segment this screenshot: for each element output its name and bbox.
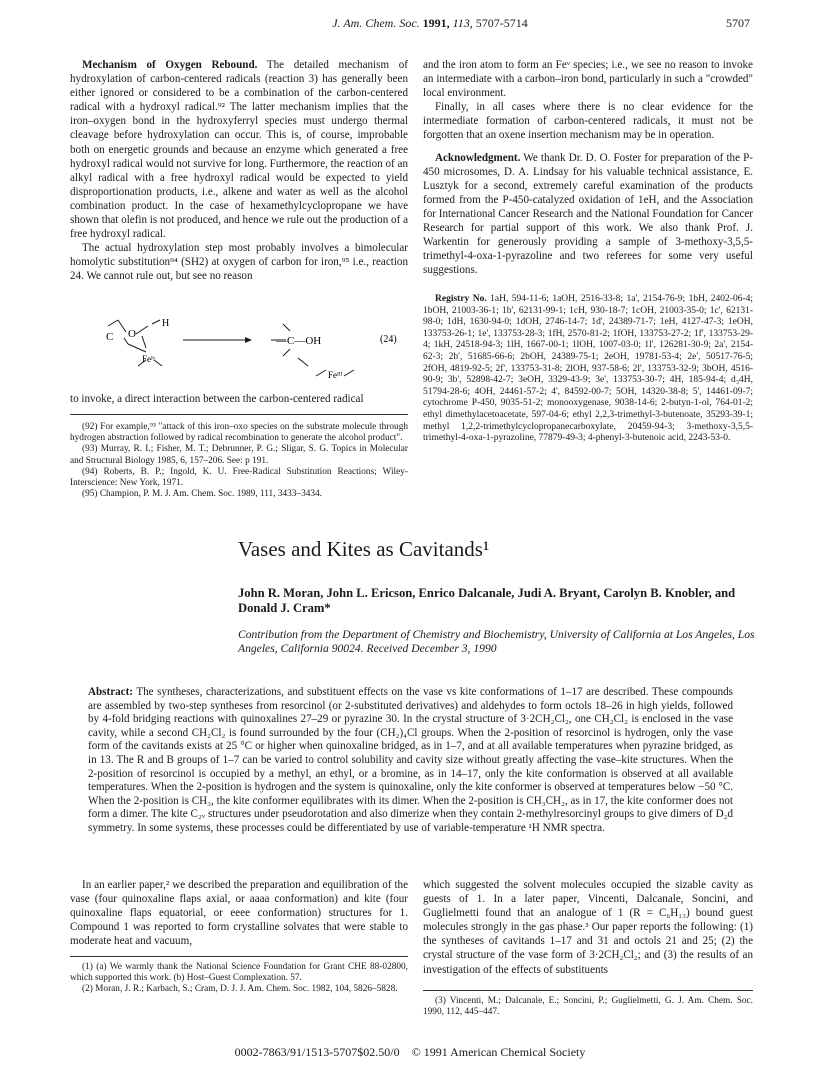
scheme-oxygen: O bbox=[128, 328, 136, 340]
intro-right: which suggested the solvent molecules occupied the sizable cavity as guests of 1. In a later paper, Vincenti, Dalcanale, Soncini, and Guglielmetti found that an analogue of 1 (R = C₆H₁₃) bound guest molecules strongly in the gas phase.³ Our paper reports the following: (1) the syntheses of cavitands 1–17 and 31 and octols 21 and 25; (2) the crystal structure of the vase form of 3·2CH₂Cl₂; and (3) the results of an investigation of the effects of substituents bbox=[423, 879, 753, 976]
intro-left: In an earlier paper,² we described the preparation and equilibration of the vase (four quinoxaline flaps axial, or aaaa conformation) and kite (four quinoxaline flaps equatorial, or eeee conformation) structures for 1. Compound 1 was reported to form crystalline solvates that were stable to moderate heat and vacuum, bbox=[70, 879, 408, 948]
scheme-equation-number: (24) bbox=[380, 334, 397, 345]
paragraph-fe-v: and the iron atom to form an Feᵛ species; i.e., we see no reason to invoke an intermediate with a carbon–iron bond, particularly in such a "crowded" local environment. bbox=[423, 59, 753, 100]
right-column bbox=[423, 58, 753, 277]
author-list: John R. Moran, John L. Ericson, Enrico Dalcanale, Judi A. Bryant, Carolyn B. Knobler, and Donald J. Cram* bbox=[238, 586, 736, 616]
issn-code: 0002-7863/91/1513-5707$02.50/0 bbox=[234, 1045, 400, 1059]
footnotes-left-bottom bbox=[70, 962, 408, 996]
footnote-rule-bottom-left bbox=[70, 956, 408, 957]
scheme-carbon: C bbox=[106, 331, 114, 343]
scheme-fe-iii: Feᴵᴵᴵ bbox=[328, 370, 343, 380]
footnotes-right-bottom bbox=[423, 996, 753, 1018]
article-title: Vases and Kites as Cavitands¹ bbox=[238, 537, 490, 561]
footnote-92: (92) For example,⁹³ "attack of this iron–oxo species on the substrate molecule through hydrogen abstraction followed by radical recombination to generate the alcohol product". bbox=[70, 422, 408, 444]
footnote-rule-bottom-right bbox=[423, 990, 753, 991]
footnote-2: (2) Moran, J. R.; Karbach, S.; Cram, D. J. J. Am. Chem. Soc. 1982, 104, 5826–5828. bbox=[82, 984, 398, 995]
scheme-hydrogen: H bbox=[162, 318, 170, 329]
footnote-rule-left bbox=[70, 414, 408, 415]
scheme-product: —C—OH bbox=[276, 335, 322, 347]
affiliation: Contribution from the Department of Chemistry and Biochemistry, University of California at Los Angeles, Los Angeles, California 90024. Received December 3, 1990 bbox=[238, 628, 755, 656]
footnotes-left-top bbox=[70, 422, 408, 500]
footnote-3: (3) Vincenti, M.; Dalcanale, E.; Soncini, P.; Guglielmetti, G. J. Am. Chem. Soc. 1990, 112, 445–447. bbox=[423, 996, 753, 1018]
scheme-drawing bbox=[80, 318, 410, 388]
paragraph-hydroxylation-step: The actual hydroxylation step most probably involves a bimolecular homolytic substitution⁹⁴ (SH2) at oxygen of carbon for iron,⁹⁵ i.e., reaction 24. We cannot rule out, but see no reason bbox=[70, 242, 408, 283]
paragraph-acknowledgment: Acknowledgment. We thank Dr. D. O. Foster for preparation of the P-450 microsomes, D. A. Lindsay for his valuable technical assistance, E. Lusztyk for a second, extremely careful examination of the products formed from the P-450-catalyzed oxidation of 1eH, and the Association for International Cancer Research and the National Foundation for Cancer Research for partial support of this work. We also thank Prof. J. Warkentin for generously providing a sample of 3-methoxy-3,5,5-trimethyl-4-oxa-1-pyrazoline and two referees for some very useful suggestions. bbox=[423, 151, 753, 277]
reaction-scheme-24 bbox=[80, 318, 410, 388]
copyright: © 1991 American Chemical Society bbox=[411, 1045, 586, 1059]
footnote-1: (1) (a) We warmly thank the National Science Foundation for Grant CHE 88-02800, which supported this work. (b) Host–Guest Complexation. 57. bbox=[70, 962, 408, 984]
paragraph-oxene: Finally, in all cases where there is no clear evidence for the intermediate formation of carbon-centered radicals, it must not be forgotten that an oxene insertion mechanism may be in operation. bbox=[423, 101, 753, 142]
journal-citation: J. Am. Chem. Soc. 1991, 113, 5707-5714 bbox=[332, 16, 528, 30]
page-number: 5707 bbox=[726, 16, 750, 30]
left-column-continuation bbox=[70, 392, 408, 406]
abstract: Abstract: The syntheses, characterizations, and substituent effects on the vase vs kite conformations of 1–17 are described. These compounds are assembled by two-step syntheses from resorcinol (or 2-substituted derivatives) and aldehydes to form octols 18–26 in high yields, followed by 4-fold bridging reactions with quinoxalines 27–29 or pyrazine 30. In the crystal structure of 3·2CH₂Cl₂, one CH₂Cl₂ is enclosed in the vase cavity, while a second CH₂Cl₂ is found surrounded by the four (CH₂)₄Cl groups. When the 2-position of resorcinol is hydrogen, only the vase form of the cavitands exists at 25 °C or higher when quinoxaline bridged, as in 1–7, and at all available temperatures when pyrazine bridged, as in 13. The R and B groups of 1–7 can be varied to control solubility and cavity size without greatly affecting the vase–kite structures. When the 2-position of resorcinol is occupied by a methyl, an ethyl, or a bromine, as in 14–17, only the kite conformation is observed at all available temperatures. When the 2-position is hydrogen and the system is quinoxaline, only the kite conformer is observed at temperatures below −50 °C. When the 2-position is CH₃, the kite conformer equilibrates with its dimer. When the 2-position is CH₃CH₂, as in 17, the kite conformer does not form a dimer. The kite C₂ᵥ structures under pseudorotation and also dimerize when they contain 2-methylresorcinyl groups to give dimers of D₂d symmetry. In some systems, these processes could be differentiated by use of variable-temperature ¹H NMR spectra. bbox=[88, 686, 733, 834]
footnote-93: (93) Murray, R. I.; Fisher, M. T.; Debrunner, P. G.; Sligar, S. G. Topics in Molecular and Structural Biology 1985, 6, 157–206. See: p 191. bbox=[70, 444, 408, 466]
registry-numbers: Registry No. 1aH, 594-11-6; 1aOH, 2516-33-8; 1a', 2154-76-9; 1bH, 2402-06-4; 1bOH, 21003-36-1; 1b', 62131-99-1; 1cH, 930-18-7; 1cOH, 21003-35-0; 1c', 62131-98-0; 1dH, 1630-94-0; 1dOH, 2746-14-7; 1d', 24389-71-7; 1eH, 4127-47-3; 1eOH, 133753-26-1; 1e', 133753-28-3; 1fH, 2570-81-2; 1fOH, 133753-27-2; 1f', 133753-29-4; 1kH, 24518-94-3; 1lH, 1667-00-1; 1lOH, 1007-03-0; 1l', 126281-30-9; 2a', 2154-62-3; 2b', 51685-66-6; 2bOH, 24389-75-1; 2eOH, 19781-53-4; 2e', 50517-76-5; 2fOH, 4819-92-5; 2f', 133753-31-8; 2lOH, 937-58-6; 2l', 133753-32-9; 3bOH, 4516-90-9; 3b', 52898-42-7; 3eOH, 3329-43-9; 3e', 133753-30-7; 4H, 185-94-4; d₃4H, 51794-28-6; 4OH, 24461-57-2; 4', 84592-00-7; 5OH, 14320-38-8; 5', 14461-09-7; cytochrome P-450, 9035-51-2; monooxygenase, 9038-14-6; 2-butyn-1-ol, 764-01-2; ethyl dimethylacetoacetate, 597-04-6; ethyl 2,2,3-trimethyl-3-butenoate, 35293-39-1; methyl 1,2,2-trimethylcyclopropanecarboxylate, 20459-94-3; 3-methoxy-3,5,5-trimethyl-4-oxa-1-pyrazoline, 77879-49-3; 4-phenyl-3-butenoic acid, 2243-53-0. bbox=[423, 294, 753, 444]
footnote-95: (95) Champion, P. M. J. Am. Chem. Soc. 1989, 111, 3433–3434. bbox=[82, 489, 323, 500]
scheme-fe-iv: Feᴵᵛ bbox=[142, 354, 156, 364]
paragraph-direct-interaction: to invoke, a direct interaction between the carbon-centered radical bbox=[70, 393, 364, 405]
footnote-94: (94) Roberts, B. P.; Ingold, K. U. Free-Radical Substitution Reactions; Wiley-Interscience: New York, 1971. bbox=[70, 466, 408, 489]
bottom-line bbox=[0, 1045, 820, 1060]
paragraph-oxygen-rebound: Mechanism of Oxygen Rebound. The detailed mechanism of hydroxylation of carbon-centered radicals (reaction 3) has generally been either ignored or considered to be a combination of the carbon-centered radical with a hydroxyl radical.⁹² The latter mechanism implies that the iron–oxygen bond in the hydroxyferryl species must undergo thermal cleavage before hydroxylation can occur. This is, of course, improbable both on energetic grounds and because an enzyme which generated a free hydroxyl radical would not survive for long. Furthermore, the reaction of an alkyl radical with a free hydroxyl radical would be expected to yield disproportionation products, i.e., alkene and water as well as the alcohol combination product. In the case of hexamethylcyclopropane we have shown that olefin is not produced, and hence we rule out the production of a free hydroxyl radical. bbox=[70, 59, 408, 241]
left-column bbox=[70, 58, 408, 284]
